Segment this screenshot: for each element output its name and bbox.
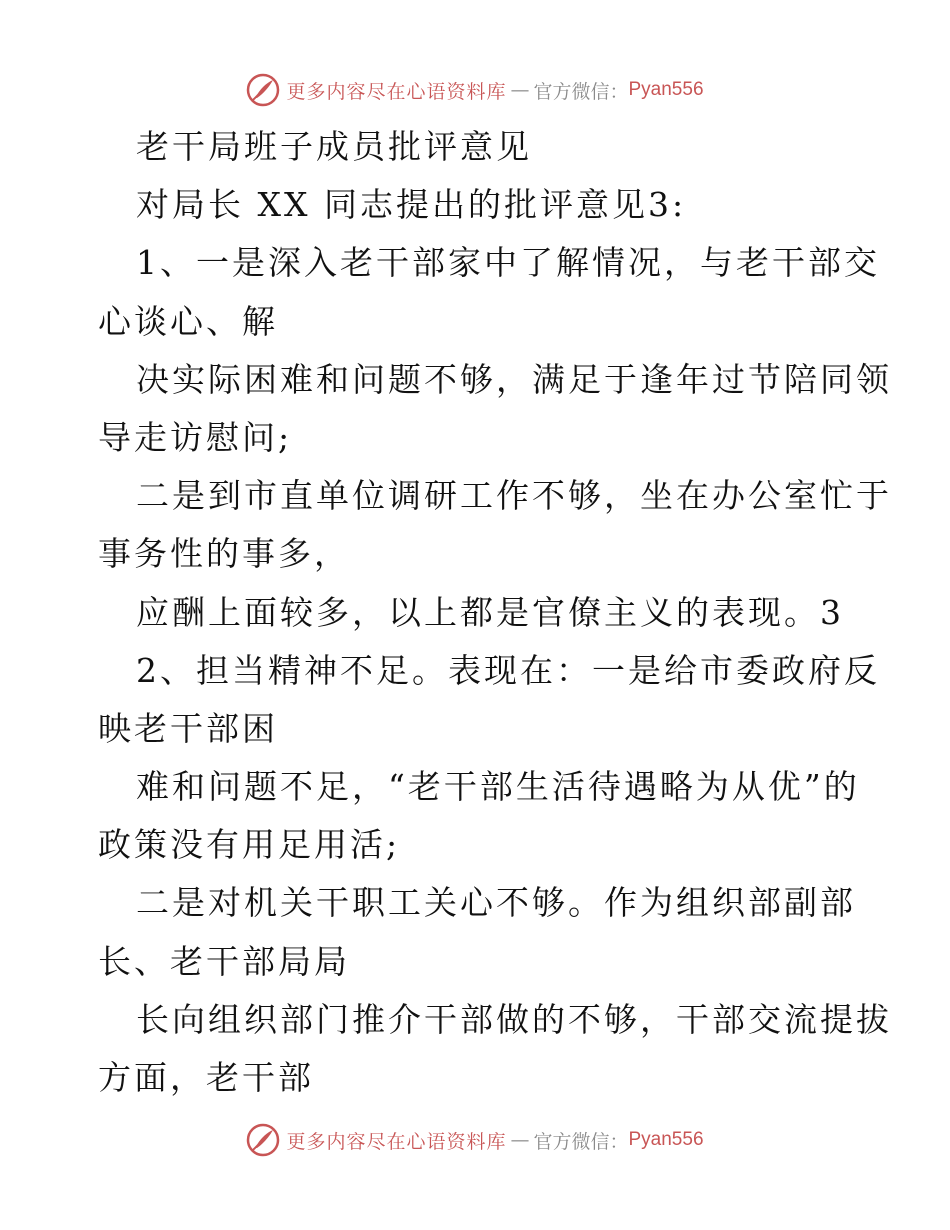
banner-wechat-id: Pyan556 (628, 1129, 704, 1150)
header-banner (0, 70, 950, 110)
banner-separator: — (510, 1129, 530, 1151)
banner-wechat-label: 官方微信： (533, 80, 629, 103)
banner-text: 更多内容尽在心语资料库 (286, 80, 507, 103)
paragraph-line: 难和问题不足，“老干部生活待遇略为从优”的 (136, 767, 860, 807)
banner-wechat-id: Pyan556 (628, 79, 704, 100)
feather-pen-icon (246, 1123, 280, 1157)
paragraph-line: 映老干部困 (98, 708, 278, 748)
paragraph-line: 事务性的事多， (98, 534, 350, 574)
banner-separator: — (510, 79, 530, 101)
paragraph-line: 方面，老干部 (98, 1058, 314, 1097)
paragraph-line: 长向组织部门推介干部做的不够，干部交流提拔 (136, 999, 892, 1039)
paragraph-line: 决实际困难和问题不够，满足于逢年过节陪同领 (136, 359, 892, 399)
document-body (98, 118, 892, 1107)
paragraph-line: 2、担当精神不足。表现在：一是给市委政府反 (136, 650, 880, 690)
paragraph-line: 导走访慰问; (98, 417, 293, 457)
paragraph-line: 二是到市直单位调研工作不够，坐在办公室忙于 (136, 476, 892, 516)
paragraph-line: 长、老干部局局 (98, 941, 350, 981)
paragraph-line: 对局长 XX 同志提出的批评意见3: (136, 185, 687, 225)
paragraph-line: 应酬上面较多，以上都是官僚主义的表现。3 (136, 592, 844, 632)
banner-text: 更多内容尽在心语资料库 (286, 1130, 507, 1153)
paragraph-line: 心谈心、解 (98, 301, 278, 341)
paragraph-line: 二是对机关干职工关心不够。作为组织部副部 (136, 883, 856, 923)
banner-wechat-label: 官方微信： (533, 1130, 629, 1153)
document-title: 老干局班子成员批评意见 (136, 127, 532, 166)
paragraph-line: 政策没有用足用活; (98, 825, 401, 865)
footer-banner (0, 1120, 950, 1160)
paragraph-line: 1、一是深入老干部家中了解情况，与老干部交 (136, 243, 880, 283)
feather-pen-icon (246, 73, 280, 107)
